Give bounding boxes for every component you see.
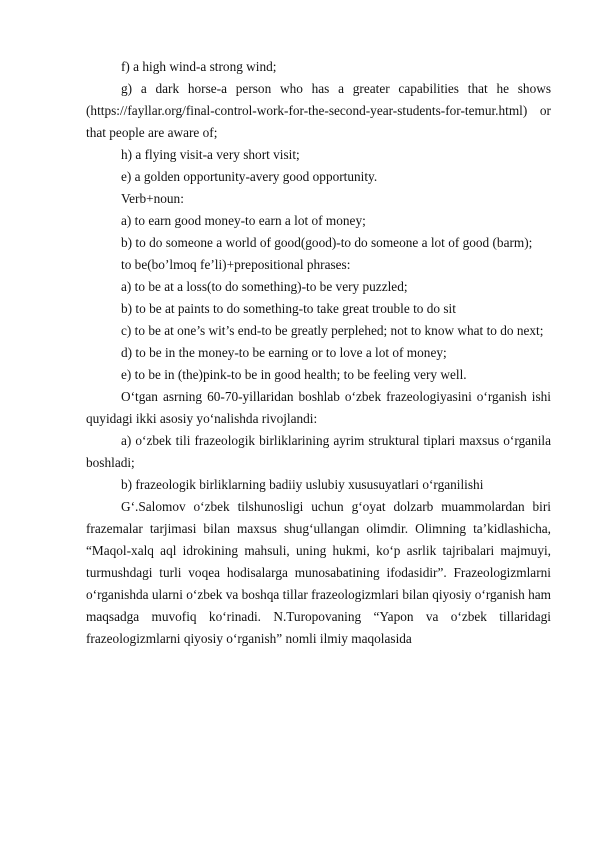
section-heading-to-be-prepositional: to be(bo’lmoq fe’li)+prepositional phrases: (121, 257, 351, 272)
paragraph-flying-visit: h) a flying visit-a very short visit; (121, 147, 300, 162)
paragraph-structural-types: a) o‘zbek tili frazeologik birliklarining ayrim struktural tiplari maxsus o‘rganila boshladi; (86, 433, 551, 470)
paragraph-high-wind: f) a high wind-a strong wind; (121, 59, 277, 74)
paragraph-in-the-pink: e) to be in (the)pink-to be in good health; to be feeling very well. (121, 367, 467, 382)
paragraph-golden-opportunity: e) a golden opportunity-avery good opportunity. (121, 169, 378, 184)
paragraph-dark-horse: g) a dark horse-a person who has a greater capabilities that he shows (https://fayllar.org/final-control-work-for-the-second-year-students-for-temur.html) or that people are aware of; (86, 81, 551, 140)
paragraph-at-paints: b) to be at paints to do something-to take great trouble to do sit (121, 301, 456, 316)
paragraph-uzbek-phraseology-intro: O‘tgan asrning 60-70-yillaridan boshlab o‘zbek frazeologiyasini o‘rganish ishi quyidagi ikki asosiy yo‘nalishda rivojlandi: (86, 389, 551, 426)
paragraph-in-the-money: d) to be in the money-to be earning or to love a lot of money; (121, 345, 447, 360)
paragraph-wits-end: c) to be at one’s wit’s end-to be greatly perplehed; not to know what to do next; (121, 323, 544, 338)
document-body (86, 56, 551, 650)
section-heading-verb-noun: Verb+noun: (121, 191, 184, 206)
paragraph-world-of-good: b) to do someone a world of good(good)-to do someone a lot of good (barm); (121, 235, 533, 250)
paragraph-earn-good-money: a) to earn good money-to earn a lot of money; (121, 213, 366, 228)
paragraph-stylistic-features: b) frazeologik birliklarning badiiy uslubiy xususuyatlari o‘rganilishi (121, 477, 484, 492)
paragraph-at-a-loss: a) to be at a loss(to do something)-to be very puzzled; (121, 279, 408, 294)
paragraph-salomov: G‘.Salomov o‘zbek tilshunosligi uchun g‘oyat dolzarb muammolardan biri frazemalar tarjimasi bilan maxsus shug‘ullangan olimdir. Olimning ta’kidlashicha, “Maqol-xalq aql idrokining mahsuli, uning hukmi, ko‘p asrlik tajribalari majmuyi, turmushdagi turli voqea hodisalarga munosabatining ifodasidir”. Frazeologizmlarni o‘rganishda ularni o‘zbek va boshqa tillar frazeologizmlari bilan qiyosiy o‘rganish ham maqsadga muvofiq ko‘rinadi. N.Turopovaning “Yapon va o‘zbek tillaridagi frazeologizmlarni qiyosiy o‘rganish” nomli ilmiy maqolasida (86, 499, 551, 646)
